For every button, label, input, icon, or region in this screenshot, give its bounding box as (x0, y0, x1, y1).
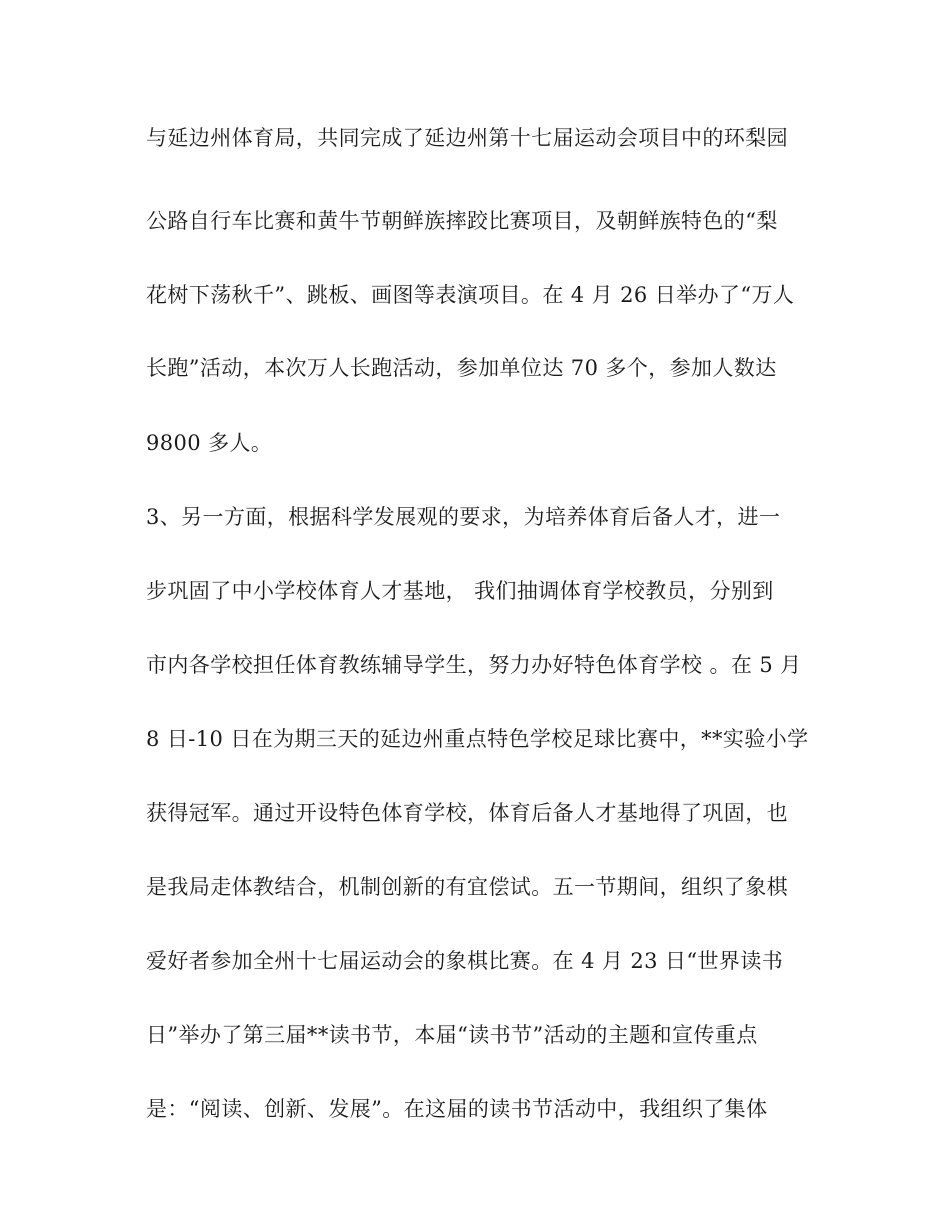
text-line-5: 9800 多人。 (146, 431, 273, 455)
text-line-6: 3、另一方面，根据科学发展观的要求，为培养体育后备人才，进一 (146, 505, 781, 529)
text-line-4: 长跑”活动，本次万人长跑活动，参加单位达 70 多个，参加人数达 (146, 356, 777, 380)
text-line-11: 是我局走体教结合，机制创新的有宜偿试。五一节期间，组织了象棋 (146, 875, 788, 899)
text-line-10: 获得冠军。通过开设特色体育学校，体育后备人才基地得了巩固，也 (146, 801, 788, 825)
text-line-9: 8 日-10 日在为期三天的延边州重点特色学校足球比赛中，**实验小学 (146, 727, 809, 751)
text-line-3: 花树下荡秋千”、跳板、画图等表演项目。在 4 月 26 日举办了“万人 (146, 283, 795, 307)
text-line-14: 是：“阅读、创新、发展”。在这届的读书节活动中，我组织了集体 (146, 1097, 768, 1121)
text-line-7: 步巩固了中小学校体育人才基地， 我们抽调体育学校教员，分别到 (146, 579, 774, 603)
text-line-1: 与延边州体育局，共同完成了延边州第十七届运动会项目中的环梨园 (146, 126, 788, 150)
text-line-13: 日”举办了第三届**读书节，本届“读书节”活动的主题和宣传重点 (146, 1023, 758, 1047)
text-line-2: 公路自行车比赛和黄牛节朝鲜族摔跤比赛项目，及朝鲜族特色的“梨 (146, 209, 778, 233)
text-line-12: 爱好者参加全州十七届运动会的象棋比赛。在 4 月 23 日“世界读书 (146, 949, 784, 973)
text-line-8: 市内各学校担任体育教练辅导学生，努力办好特色体育学校 。在 5 月 (146, 653, 802, 677)
